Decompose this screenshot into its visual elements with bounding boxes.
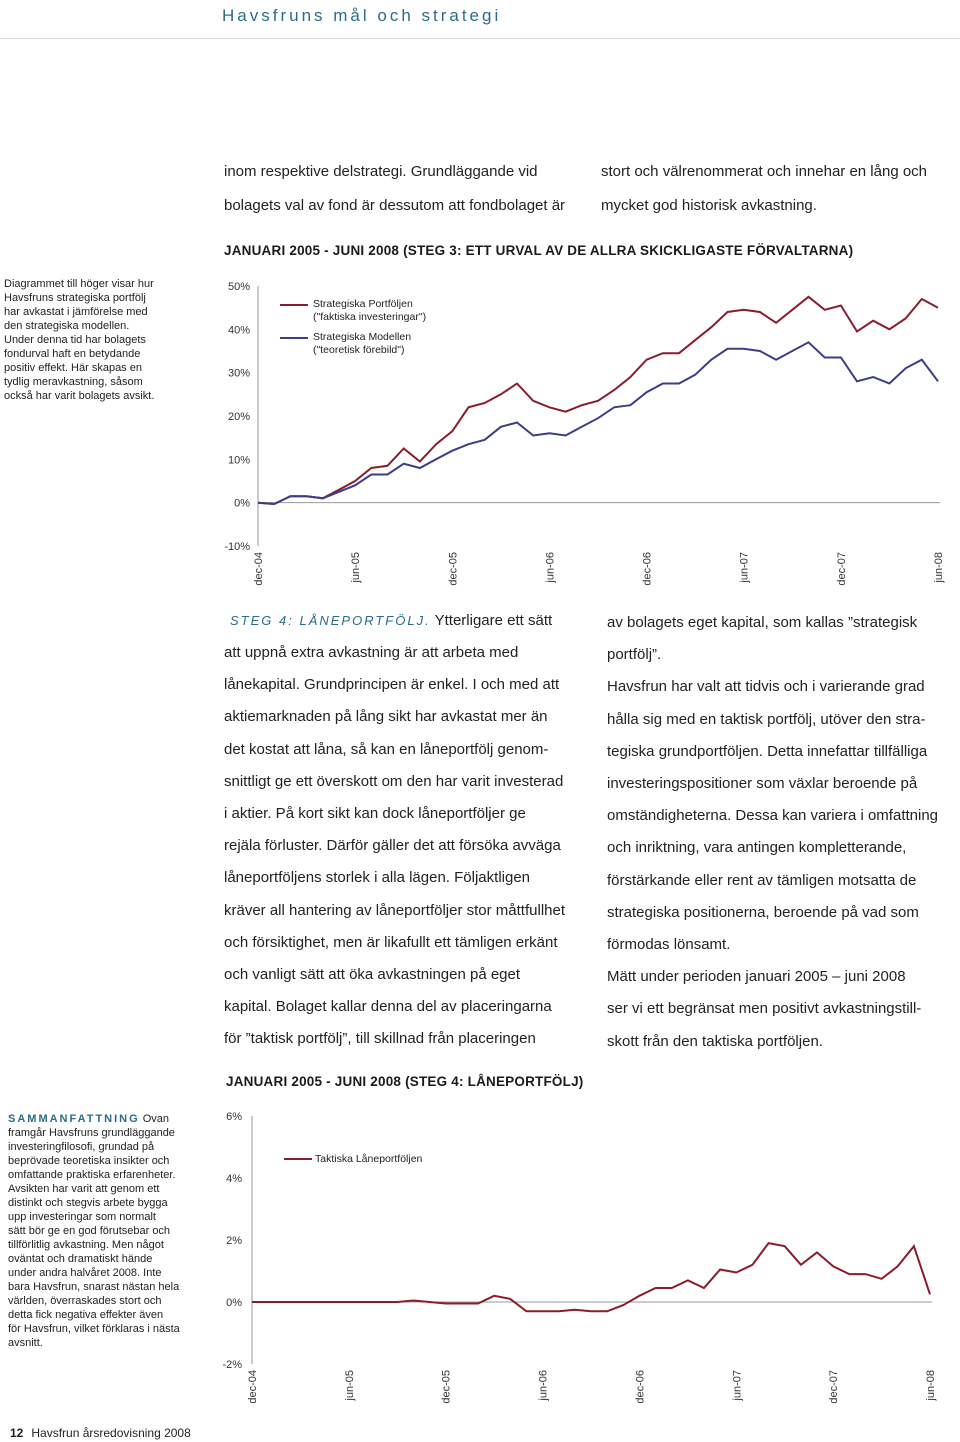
step4-left-line: låneportföljens storlek i alla lägen. Följaktligen (224, 869, 531, 887)
y-tick-label: 2% (226, 1235, 242, 1247)
chart1-caption-line: Diagrammet till höger visar hur (4, 278, 154, 290)
step4-left-line: och försiktighet, men är likafullt ett tämligen erkänt (224, 933, 558, 951)
summary-line: avsnitt. (8, 1337, 43, 1349)
summary-line: omfattande praktiska erfarenheter. (8, 1169, 176, 1181)
summary-line: detta fick negativa effekter även (8, 1309, 164, 1321)
x-tick-label: dec-04 (247, 1370, 259, 1404)
step4-left-line: och vanligt sätt att öka avkastningen på eget (224, 966, 521, 983)
summary-line: oväntat och dramatiskt hände (8, 1253, 153, 1265)
step4-right-line: hålla sig med en taktisk portfölj, utöver den stra- (607, 710, 926, 728)
x-tick-label: jun-06 (537, 1370, 550, 1401)
step4-right-line: ser vi ett begränsat men positivt avkastningstill- (607, 1000, 922, 1018)
x-tick-label: dec-05 (440, 1370, 453, 1404)
step4-right-line: omständigheterna. Dessa kan variera i omfattning (607, 807, 939, 825)
summary-first-line-text: Ovan (139, 1113, 170, 1125)
step4-left-line: rejäla förluster. Därför gäller det att försöka avväga (224, 837, 561, 855)
step4-first-line (230, 612, 552, 629)
x-tick-label: dec-06 (634, 1370, 647, 1404)
step4-right-line: av bolagets eget kapital, som kallas ”strategisk (607, 614, 918, 631)
intro-right-line-2: mycket god historisk avkastning. (601, 197, 817, 214)
step4-right-line: portfölj”. (607, 646, 662, 664)
step4-right-line: förmodas lönsamt. (607, 936, 731, 953)
chart1-caption-line: tydlig meravkastning, såsom (4, 376, 143, 388)
y-tick-label: -10% (224, 541, 250, 553)
y-tick-label: 0% (234, 497, 250, 510)
series-line-2 (258, 342, 938, 504)
step4-right-line: förstärkande eller rent av tämligen motsatta de (607, 871, 917, 889)
x-tick-label: dec-07 (835, 552, 848, 586)
summary-line: sätt bör ge en god förutsebar och (8, 1225, 171, 1237)
chart2-line-chart (0, 1090, 960, 1430)
x-tick-label: dec-07 (828, 1370, 841, 1404)
step4-right-line: och inriktning, vara antingen kompletterande, (607, 839, 907, 857)
chart1-caption-line: har avkastat i jämförelse med (4, 306, 148, 318)
page-number: 12 (10, 1426, 24, 1440)
summary-line: upp investeringar som normalt (8, 1211, 156, 1223)
step4-left-line: snittligt ge ett överskott om den har varit investerad (224, 772, 564, 790)
intro-right-line-1: stort och välrenommerat och innehar en lång och (601, 163, 928, 180)
step4-right-line: tegiska grundportföljen. Detta innefattar tillfälliga (607, 742, 928, 760)
summary-line: världen, överraskades stort och (8, 1295, 162, 1307)
chart1-line-chart (0, 0, 960, 600)
step4-left-line: aktiemarknaden på lång sikt har avkastat mer än (224, 708, 548, 726)
x-tick-label: jun-07 (731, 1370, 744, 1401)
summary-line: investeringfilosofi, grundad på (8, 1141, 155, 1153)
step4-left-line: i aktier. På kort sikt kan dock låneportföljer ge (224, 805, 526, 822)
step4-left-line: det kostat att låna, så kan en låneportfölj genom- (224, 740, 549, 758)
step4-left-line: kapital. Bolaget kallar denna del av placeringarna (224, 998, 552, 1016)
series-line-1 (252, 1243, 930, 1311)
summary-line: bara Havsfrun, snarast nästan hela (8, 1281, 180, 1293)
legend-label-tactical: Taktiska Låneportföljen (315, 1153, 423, 1165)
legend-label-portfolio-line2: ("faktiska investeringar") (313, 311, 427, 323)
step4-right-line: Mätt under perioden januari 2005 – juni 2008 (607, 968, 906, 986)
y-tick-label: 30% (227, 367, 250, 380)
summary-line: Avsikten har varit att genom ett (8, 1183, 160, 1195)
chart1-caption-line: positiv effekt. Här skapas en (4, 362, 142, 374)
y-tick-label: 50% (227, 281, 250, 293)
y-tick-label: 20% (227, 411, 250, 423)
summary-line: beprövade teoretiska insikter och (8, 1155, 170, 1167)
chart1-caption-line: Under denna tid har bolagets (4, 334, 146, 346)
x-tick-label: jun-07 (738, 552, 751, 583)
footer-publication: Havsfrun årsredovisning 2008 (31, 1426, 191, 1440)
series-line-1 (258, 297, 938, 504)
summary-line: för Havsfrun, vilket förklaras i nästa (8, 1323, 180, 1335)
intro-left-line-2: bolagets val av fond är dessutom att fondbolaget är (224, 197, 566, 214)
x-tick-label: jun-08 (933, 552, 945, 583)
legend-label-model-line1: Strategiska Modellen (313, 331, 412, 343)
y-tick-label: -2% (222, 1359, 242, 1371)
page-footer (10, 1426, 191, 1440)
summary-line: framgår Havsfruns grundläggande (8, 1127, 175, 1139)
step4-left-line: lånekapital. Grundprincipen är enkel. I och med att (224, 676, 560, 694)
chart1-caption-line: också har varit bolagets avsikt. (4, 390, 155, 402)
step4-right-line: skott från den taktiska portföljen. (607, 1032, 823, 1050)
legend-label-model-line2: ("teoretisk förebild") (313, 344, 405, 356)
chart2-heading: JANUARI 2005 - JUNI 2008 (STEG 4: LÅNEPORTFÖLJ) (226, 1074, 584, 1089)
x-tick-label: jun-08 (925, 1370, 937, 1401)
page-header-title: Havsfruns mål och strategi (222, 6, 502, 25)
step4-left-line: för ”taktisk portfölj”, till skillnad från placeringen (224, 1030, 536, 1048)
summary-line: tillförlitlig avkastning. Men något (8, 1239, 164, 1251)
y-tick-label: 4% (226, 1173, 242, 1185)
y-tick-label: 6% (226, 1111, 242, 1123)
x-tick-label: jun-05 (343, 1370, 356, 1401)
summary-label: SAMMANFATTNING (8, 1113, 140, 1125)
intro-left-line-1: inom respektive delstrategi. Grundläggande vid (224, 163, 538, 180)
step4-left-line: kräver all hantering av låneportföljer stor måttfullhet (224, 901, 566, 919)
x-tick-label: jun-05 (350, 552, 363, 583)
x-tick-label: dec-05 (447, 552, 460, 586)
summary-line: distinkt och stegvis arbete bygga (8, 1197, 168, 1209)
chart1-heading: JANUARI 2005 - JUNI 2008 (STEG 3: ETT URVAL AV DE ALLRA SKICKLIGASTE FÖRVALTARNA) (224, 243, 854, 258)
step4-first-line-text: Ytterligare ett sätt (434, 612, 553, 629)
chart1-caption-line: fondurval haft en betydande (4, 348, 141, 360)
step4-label: STEG 4: LÅNEPORTFÖLJ. (230, 613, 431, 628)
chart1-caption-line: den strategiska modellen. (4, 320, 130, 332)
step4-right-line: strategiska positionerna, beroende på vad som (607, 903, 919, 921)
step4-right-line: investeringspositioner som växlar beroende på (607, 775, 918, 792)
step4-right-line: Havsfrun har valt att tidvis och i varierande grad (607, 678, 925, 696)
y-tick-label: 10% (227, 454, 250, 467)
summary-line: under andra halvåret 2008. Inte (8, 1267, 162, 1279)
chart1-caption-line: Havsfruns strategiska portfölj (4, 292, 146, 304)
x-tick-label: dec-04 (253, 552, 265, 586)
legend-label-portfolio-line1: Strategiska Portföljen (313, 298, 413, 310)
y-tick-label: 0% (226, 1297, 242, 1309)
step4-left-line: att uppnå extra avkastning är att arbeta med (224, 644, 519, 661)
y-tick-label: 40% (227, 324, 250, 337)
x-tick-label: dec-06 (641, 552, 654, 586)
x-tick-label: jun-06 (544, 552, 557, 583)
